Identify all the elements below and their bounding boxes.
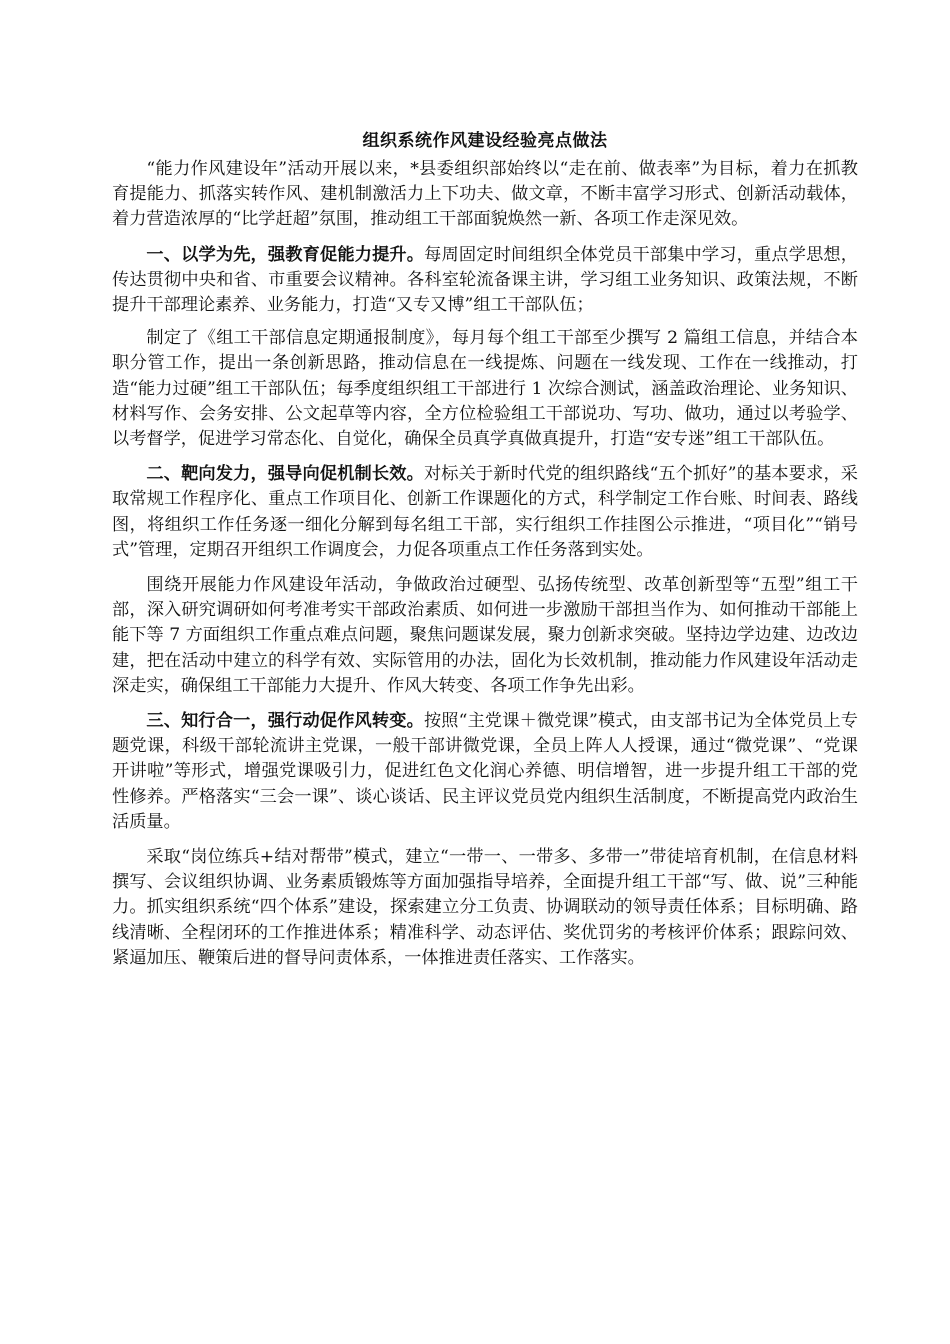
section-2-body: 对标关于新时代党的组织路线“五个抓好”的基本要求，采取常规工作程序化、重点工作项目化、创新工作课题化的方式，科学制定工作台账、时间表、路线图，将组织工作任务逐一细化分解到每名组工干部，实行组织工作挂图公示推进，“项目化”“销号式”管理，定期召开组织工作调度会，力促各项重点工作任务落到实处。 bbox=[112, 464, 858, 560]
section-2-heading: 二、靶向发力，强导向促机制长效。 bbox=[146, 464, 424, 485]
document-title: 组织系统作风建设经验亮点做法 bbox=[362, 131, 608, 151]
section-1-paragraph bbox=[112, 243, 858, 319]
section-3-paragraph-2: 采取“岗位练兵+结对帮带”模式，建立“一带一、一带多、多带一”带徒培育机制，在信息材料撰写、会议组织协调、业务素质锻炼等方面加强指导培养，全面提升组工干部“写、做、说”三种能力。抓实组织系统“四个体系”建设，探索建立分工负责、协调联动的领导责任体系；目标明确、路线清晰、全程闭环的工作推进体系；精准科学、动态评估、奖优罚劣的考核评价体系；跟踪问效、紧逼加压、鞭策后进的督导问责体系，一体推进责任落实、工作落实。 bbox=[112, 847, 858, 968]
intro-paragraph: “能力作风建设年”活动开展以来，*县委组织部始终以“走在前、做表率”为目标，着力在抓教育提能力、抓落实转作风、建机制激活力上下功夫、做文章，不断丰富学习形式、创新活动载体，着力营造浓厚的“比学赶超”氛围，推动组工干部面貌焕然一新、各项工作走深见效。 bbox=[112, 159, 858, 230]
section-1-paragraph-2: 制定了《组工干部信息定期通报制度》，每月每个组工干部至少撰写 2 篇组工信息，并结合本职分管工作，提出一条创新思路，推动信息在一线提炼、问题在一线发现、工作在一线推动，打造“能力过硬”组工干部队伍；每季度组织组工干部进行 1 次综合测试，涵盖政治理论、业务知识、材料写作、会务安排、公文起草等内容，全方位检验组工干部说功、写功、做功，通过以考验学、以考督学，促进学习常态化、自觉化，确保全员真学真做真提升，打造“安专迷”组工干部队伍。 bbox=[112, 328, 858, 450]
section-3-body: 按照“主党课＋微党课”模式，由支部书记为全体党员上专题党课，科级干部轮流讲主党课，一般干部讲微党课，全员上阵人人授课，通过“微党课”、“党课开讲啦”等形式，增强党课吸引力，促进红色文化润心养德、明信增智，进一步提升组工干部的党性修养。严格落实“三会一课”、谈心谈话、民主评议党员党内组织生活制度，不断提高党内政治生活质量。 bbox=[112, 711, 858, 832]
section-1-heading: 一、以学为先，强教育促能力提升。 bbox=[146, 244, 425, 265]
section-1-body: 每周固定时间组织全体党员干部集中学习，重点学思想，传达贯彻中央和省、市重要会议精神。各科室轮流备课主讲，学习组工业务知识、政策法规，不断提升干部理论素养、业务能力，打造“又专又博”组工干部队伍； bbox=[112, 244, 858, 316]
section-2-paragraph bbox=[112, 462, 858, 563]
section-3-paragraph bbox=[112, 709, 858, 835]
section-3-heading: 三、知行合一，强行动促作风转变。 bbox=[146, 711, 424, 732]
section-2-paragraph-2: 围绕开展能力作风建设年活动，争做政治过硬型、弘扬传统型、改革创新型等“五型”组工干部，深入研究调研如何考准考实干部政治素质、如何进一步激励干部担当作为、如何推动干部能上能下等 7 方面组织工作重点难点问题，聚焦问题谋发展，聚力创新求突破。坚持边学边建、边改边建，把在活动中建立的科学有效、实际管用的办法，固化为长效机制，推动能力作风建设年活动走深走实，确保组工干部能力大提升、作风大转变、各项工作争先出彩。 bbox=[112, 575, 858, 696]
